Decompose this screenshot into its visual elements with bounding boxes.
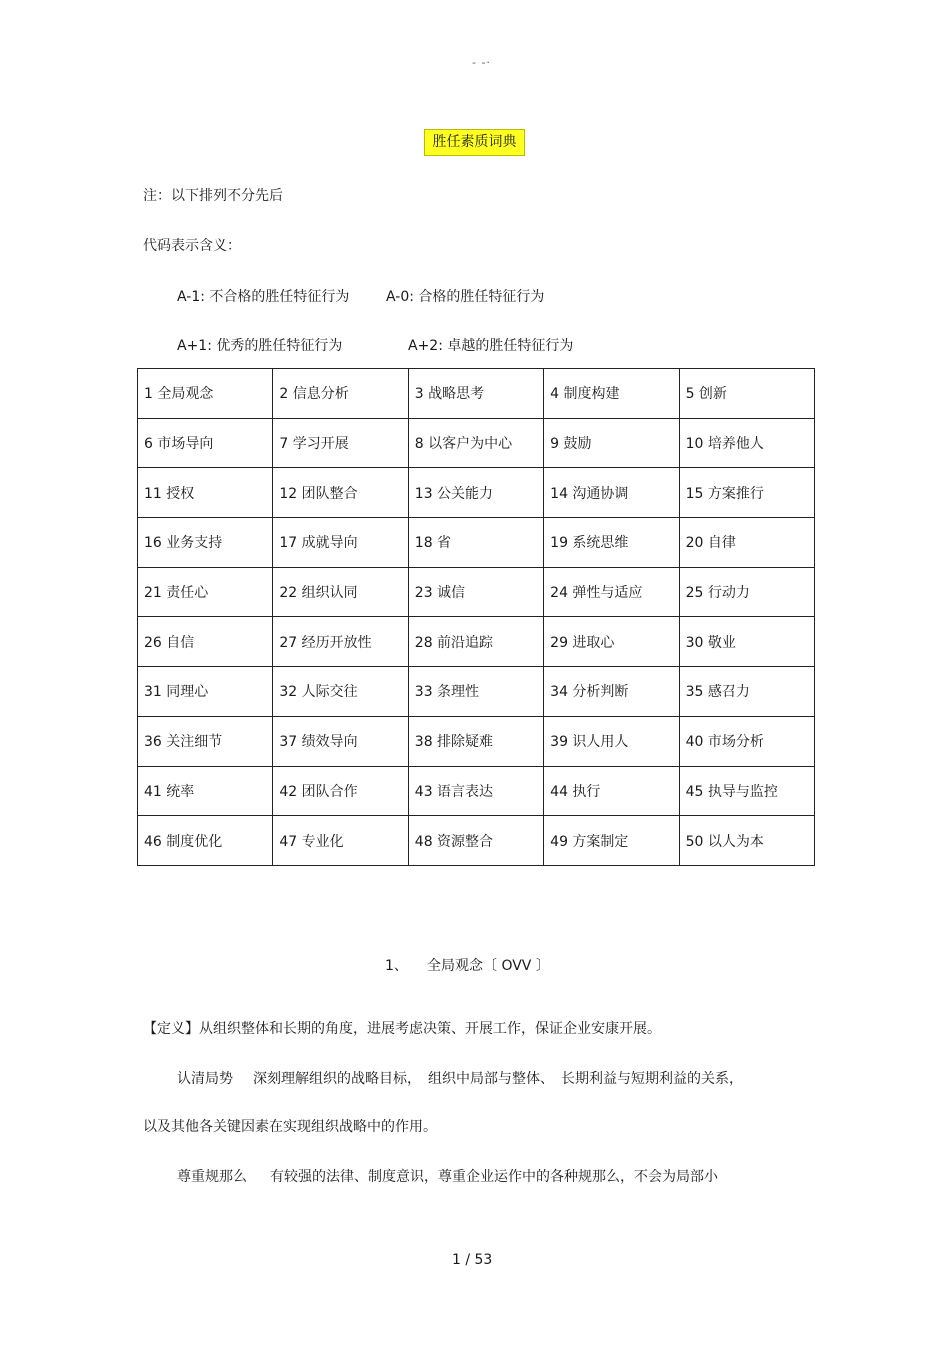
table-row: [138, 518, 815, 568]
table-cell: 40 市场分析: [679, 716, 814, 766]
table-cell: 8 以客户为中心: [408, 418, 543, 468]
table-cell: 48 资源整合: [408, 816, 543, 866]
table-row: [138, 667, 815, 717]
table-row: [138, 468, 815, 518]
table-cell: 28 前沿追踪: [408, 617, 543, 667]
code-intro: 代码表示含义：: [143, 238, 241, 254]
section-number: 1、: [385, 958, 408, 974]
para2-text: 有较强的法律、制度意识，尊重企业运作中的各种规那么，不会为局部小: [270, 1169, 718, 1185]
table-cell: 2 信息分析: [273, 369, 408, 419]
para1-label: 认清局势: [177, 1071, 233, 1087]
table-cell: 18 省: [408, 518, 543, 568]
table-cell: 12 团队整合: [273, 468, 408, 518]
para1-continued: 以及其他各关键因素在实现组织战略中的作用。: [143, 1119, 437, 1135]
table-cell: 21 责任心: [138, 567, 273, 617]
table-cell: 41 统率: [138, 766, 273, 816]
code-a-minus-1: A-1: 不合格的胜任特征行为: [177, 289, 350, 305]
para1-text: 深刻理解组织的战略目标， 组织中局部与整体、 长期利益与短期利益的关系，: [253, 1071, 743, 1087]
table-cell: 49 方案制定: [544, 816, 679, 866]
table-cell: 44 执行: [544, 766, 679, 816]
table-row: [138, 567, 815, 617]
table-cell: 29 进取心: [544, 617, 679, 667]
table-row: [138, 617, 815, 667]
table-cell: 4 制度构建: [544, 369, 679, 419]
table-cell: 38 排除疑难: [408, 716, 543, 766]
table-cell: 5 创新: [679, 369, 814, 419]
table-cell: 11 授权: [138, 468, 273, 518]
table-cell: 22 组织认同: [273, 567, 408, 617]
table-cell: 3 战略思考: [408, 369, 543, 419]
definition-text: 【定义】从组织整体和长期的角度，进展考虑决策、开展工作，保证企业安康开展。: [143, 1021, 661, 1037]
code-a-plus-2: A+2: 卓越的胜任特征行为: [408, 338, 574, 354]
table-cell: 26 自信: [138, 617, 273, 667]
header-mark: - -·: [472, 56, 491, 69]
table-cell: 39 识人用人: [544, 716, 679, 766]
page-title: 胜任素质词典: [424, 129, 525, 156]
section-heading: 全局观念〔 OVV 〕: [427, 958, 550, 974]
table-cell: 36 关注细节: [138, 716, 273, 766]
table-cell: 16 业务支持: [138, 518, 273, 568]
table-row: [138, 418, 815, 468]
code-a-plus-1: A+1: 优秀的胜任特征行为: [177, 338, 343, 354]
table-cell: 25 行动力: [679, 567, 814, 617]
table-cell: 20 自律: [679, 518, 814, 568]
table-cell: 24 弹性与适应: [544, 567, 679, 617]
table-cell: 34 分析判断: [544, 667, 679, 717]
code-a-0: A-0: 合格的胜任特征行为: [386, 289, 545, 305]
table-row: [138, 716, 815, 766]
table-cell: 47 专业化: [273, 816, 408, 866]
table-cell: 1 全局观念: [138, 369, 273, 419]
table-cell: 17 成就导向: [273, 518, 408, 568]
table-cell: 33 条理性: [408, 667, 543, 717]
table-cell: 19 系统思维: [544, 518, 679, 568]
table-cell: 27 经历开放性: [273, 617, 408, 667]
table-cell: 37 绩效导向: [273, 716, 408, 766]
table-cell: 35 感召力: [679, 667, 814, 717]
table-cell: 46 制度优化: [138, 816, 273, 866]
table-row: [138, 816, 815, 866]
table-cell: 10 培养他人: [679, 418, 814, 468]
competency-table: [137, 368, 815, 866]
table-cell: 42 团队合作: [273, 766, 408, 816]
note-text: 注：以下排列不分先后: [143, 188, 283, 204]
table-cell: 23 诚信: [408, 567, 543, 617]
table-cell: 14 沟通协调: [544, 468, 679, 518]
table-cell: 9 鼓励: [544, 418, 679, 468]
table-cell: 30 敬业: [679, 617, 814, 667]
table-row: [138, 766, 815, 816]
table-cell: 32 人际交往: [273, 667, 408, 717]
table-cell: 15 方案推行: [679, 468, 814, 518]
table-cell: 31 同理心: [138, 667, 273, 717]
table-cell: 45 执导与监控: [679, 766, 814, 816]
table-cell: 50 以人为本: [679, 816, 814, 866]
table-cell: 6 市场导向: [138, 418, 273, 468]
para2-label: 尊重规那么: [177, 1169, 247, 1185]
table-cell: 7 学习开展: [273, 418, 408, 468]
table-row: [138, 369, 815, 419]
table-cell: 13 公关能力: [408, 468, 543, 518]
table-cell: 43 语言表达: [408, 766, 543, 816]
page-number: 1 / 53: [452, 1252, 493, 1268]
